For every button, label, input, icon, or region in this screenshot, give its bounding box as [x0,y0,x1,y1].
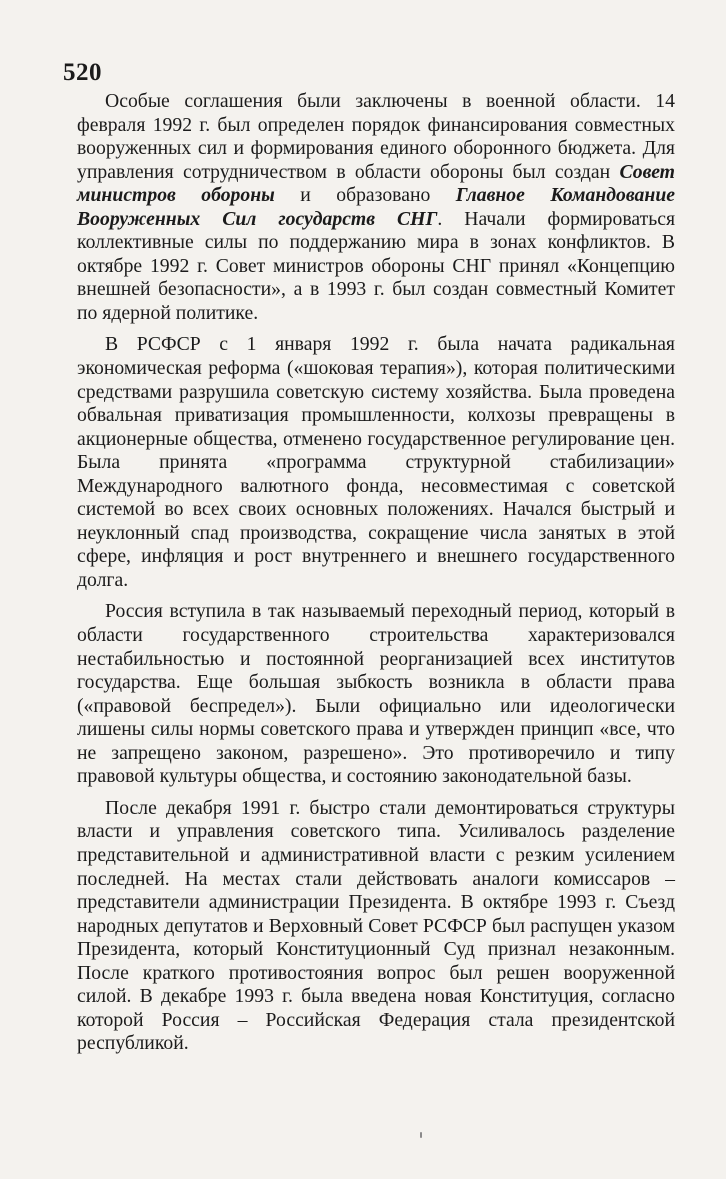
body-text [77,90,675,1064]
scan-speck [420,1132,422,1138]
paragraph-1-text-3: . Начали формироваться коллективные силы по поддержанию мира в зонах конфликтов. В октябре 1992 г. Совет министров обороны СНГ принял «Концепцию внешней безопасности», а в 1993 г. был создан совместный Комитет по ядерной политике. [77,207,675,324]
paragraph-2-text: В РСФСР с 1 января 1992 г. была начата радикальная экономическая реформа («шоковая терапия»), которая политическими средствами разрушила советскую систему хозяйства. Была проведена обвальная приватизация промышленности, колхозы превращены в акционерные общества, отменено государственное регулирование цен. Была принята «программа структурной стабилизации» Международного валютного фонда, несовместимая с советской системой во всех своих основных положениях. Начался быстрый и неуклонный спад производства, сокращение числа занятых в этой сфере, инфляция и рост внутреннего и внешнего государственного долга. [77,333,675,591]
term-defense-ministers-council: Совет министров обороны [77,160,675,207]
paragraph-1-text-2: и образовано [274,184,456,207]
paragraph-1-text: Особые соглашения были заключены в военной области. 14 февраля 1992 г. был определен порядок финансирования совместных вооруженных сил и формирования единого оборонного бюджета. Для управления сотрудничеством в области обороны был создан [77,90,675,183]
paragraph-4-text: После декабря 1991 г. быстро стали демонтироваться структуры власти и управления советского типа. Усиливалось разделение представительной и административной власти с резким усилением последней. На местах стали действовать аналоги комиссаров – представители администрации Президента. В октябре 1993 г. Съезд народных депутатов и Верховный Совет РСФСР был распущен указом Президента, который Конституционный Суд признал незаконным. После краткого противостояния вопрос был решен вооруженной силой. В декабре 1993 г. была введена новая Конституция, согласно которой Россия – Российская Федерация стала президентской республикой. [77,796,675,1055]
paragraph-3 [77,600,675,788]
paragraph-1 [77,90,675,325]
paragraph-4 [77,797,675,1056]
page-number: 520 [63,59,102,86]
paragraph-2 [77,333,675,592]
paragraph-3-text: Россия вступила в так называемый переходный период, который в области государственного строительства характеризовался нестабильностью и постоянной реорганизацией всех институтов государства. Еще большая зыбкость возникла в области права («правовой беспредел»). Были официально или идеологически лишены силы нормы советского права и утвержден принцип «все, что не запрещено законом, разрешено». Это противоречило и типу правовой культуры общества, и состоянию законодательной базы. [77,600,675,788]
term-cis-high-command: Главное Командование Вооруженных Сил государств СНГ [77,184,676,230]
